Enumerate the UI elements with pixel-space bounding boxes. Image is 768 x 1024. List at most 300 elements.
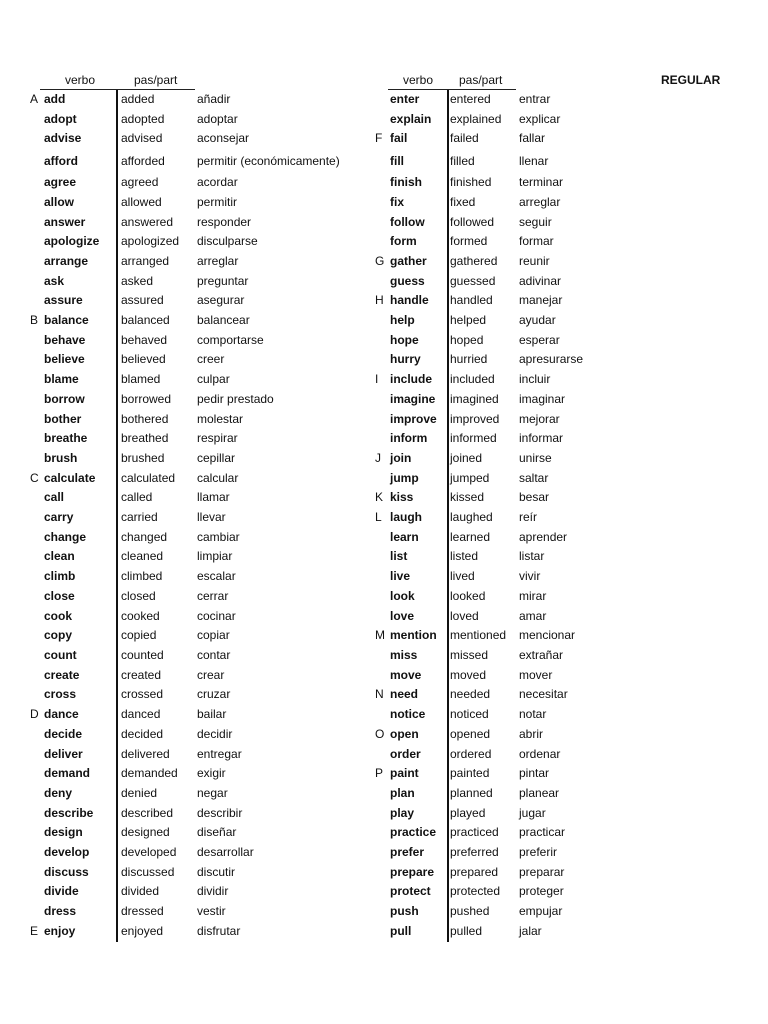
verb-row: [374, 90, 634, 110]
verb-row: [374, 705, 634, 725]
verb-past: helped: [450, 313, 487, 328]
verb-past: apologized: [121, 234, 180, 249]
verb-row: [374, 331, 634, 351]
verb-spanish: esperar: [519, 332, 560, 347]
verb-spanish: saltar: [519, 470, 549, 485]
verb-row: [374, 745, 634, 765]
verb-base: explain: [390, 111, 432, 126]
verb-past: allowed: [121, 194, 162, 209]
verb-past: divided: [121, 884, 160, 899]
verb-spanish: dividir: [197, 884, 229, 899]
verb-row: [374, 469, 634, 489]
verb-base: cook: [44, 608, 73, 623]
verb-spanish: explicar: [519, 111, 561, 126]
verb-spanish: terminar: [519, 175, 564, 190]
verb-row: [28, 213, 358, 233]
verb-row: [28, 607, 358, 627]
verb-row: [28, 193, 358, 213]
verb-past: described: [121, 805, 174, 820]
verb-row: [374, 232, 634, 252]
verb-base: answer: [44, 214, 86, 229]
verb-past: balanced: [121, 313, 170, 328]
verb-past: prepared: [450, 864, 499, 879]
verb-spanish: vivir: [519, 569, 541, 584]
verb-spanish: abrir: [519, 726, 544, 741]
verb-past: failed: [450, 131, 479, 146]
verb-base: order: [390, 746, 421, 761]
verb-base: calculate: [44, 470, 96, 485]
verb-row: [374, 410, 634, 430]
verb-base: adopt: [44, 111, 77, 126]
verb-base: borrow: [44, 391, 85, 406]
verb-past: filled: [450, 154, 475, 169]
verb-spanish: proteger: [519, 884, 564, 899]
verb-row: [28, 882, 358, 902]
verb-row: [374, 488, 634, 508]
verb-base: bother: [44, 411, 82, 426]
verb-spanish: extrañar: [519, 647, 564, 662]
verb-spanish: reír: [519, 510, 537, 525]
verb-row: [28, 173, 358, 193]
verb-row: [28, 567, 358, 587]
verb-past: hoped: [450, 332, 484, 347]
right-table-header: [374, 70, 634, 90]
verb-row: [374, 429, 634, 449]
verb-base: close: [44, 588, 75, 603]
verb-base: play: [390, 805, 415, 820]
verb-row: [28, 449, 358, 469]
right-verb-table: [374, 70, 634, 942]
verb-base: list: [390, 549, 408, 564]
verb-spanish: balancear: [197, 313, 250, 328]
verb-past: counted: [121, 647, 164, 662]
verb-base: mention: [390, 628, 437, 643]
verb-row: [374, 547, 634, 567]
verb-row: [374, 272, 634, 292]
verb-past: asked: [121, 273, 154, 288]
index-letter: J: [375, 450, 381, 465]
verb-past: ordered: [450, 746, 492, 761]
verb-past: assured: [121, 293, 164, 308]
verb-row: [28, 149, 358, 173]
verb-past: blamed: [121, 372, 161, 387]
verb-row: [28, 370, 358, 390]
verb-past: gathered: [450, 253, 498, 268]
verb-past: believed: [121, 352, 166, 367]
verb-base: help: [390, 313, 415, 328]
verb-past: hurried: [450, 352, 488, 367]
verb-spanish: contar: [197, 647, 231, 662]
verb-past: arranged: [121, 253, 170, 268]
verb-base: ask: [44, 273, 65, 288]
verb-past: looked: [450, 588, 486, 603]
verb-spanish: bailar: [197, 707, 227, 722]
verb-row: [28, 232, 358, 252]
verb-base: pull: [390, 923, 412, 938]
verb-row: [28, 863, 358, 883]
verb-spanish: asegurar: [197, 293, 245, 308]
verb-past: finished: [450, 175, 492, 190]
verb-row: [28, 429, 358, 449]
verb-spanish: arreglar: [519, 194, 561, 209]
verb-row: [374, 390, 634, 410]
verb-base: blame: [44, 372, 79, 387]
verb-past: afforded: [121, 154, 165, 169]
verb-row: [374, 129, 634, 149]
verb-row: [374, 193, 634, 213]
verb-spanish: molestar: [197, 411, 244, 426]
verb-spanish: preguntar: [197, 273, 249, 288]
verb-spanish: incluir: [519, 372, 551, 387]
verb-spanish: acordar: [197, 175, 238, 190]
verb-past: denied: [121, 785, 158, 800]
verb-spanish: preferir: [519, 845, 558, 860]
verb-past: opened: [450, 726, 491, 741]
index-letter: C: [30, 470, 39, 485]
verb-base: protect: [390, 884, 431, 899]
index-letter: I: [375, 372, 379, 387]
verb-spanish: discutir: [197, 864, 236, 879]
verb-spanish: informar: [519, 431, 564, 446]
verb-base: deny: [44, 785, 73, 800]
index-letter: N: [375, 687, 384, 702]
verb-spanish: copiar: [197, 628, 230, 643]
verb-base: arrange: [44, 253, 89, 268]
verb-row: [28, 764, 358, 784]
verb-past: advised: [121, 131, 163, 146]
verb-spanish: imaginar: [519, 391, 566, 406]
verb-spanish: describir: [197, 805, 243, 820]
verb-past: delivered: [121, 746, 170, 761]
verb-base: learn: [390, 529, 419, 544]
verb-base: afford: [44, 154, 78, 169]
verb-spanish: crear: [197, 667, 225, 682]
verb-base: allow: [44, 194, 75, 209]
verb-past: borrowed: [121, 391, 172, 406]
verb-spanish: amar: [519, 608, 547, 623]
verb-base: assure: [44, 293, 83, 308]
index-letter: O: [375, 726, 385, 741]
verb-past: breathed: [121, 431, 169, 446]
verb-row: [28, 902, 358, 922]
verb-base: apologize: [44, 234, 100, 249]
verb-spanish: llevar: [197, 510, 226, 525]
verb-spanish: ordenar: [519, 746, 561, 761]
index-letter: E: [30, 923, 39, 938]
verb-row: [28, 587, 358, 607]
verb-past: listed: [450, 549, 479, 564]
verb-row: [374, 449, 634, 469]
verb-past: entered: [450, 92, 491, 106]
verb-spanish: adivinar: [519, 273, 562, 288]
verb-base: handle: [390, 293, 429, 308]
verb-spanish: diseñar: [197, 825, 237, 840]
verb-base: guess: [390, 273, 425, 288]
verb-past: enjoyed: [121, 923, 164, 938]
verb-row: [374, 607, 634, 627]
verb-past: missed: [450, 647, 489, 662]
verb-spanish: preparar: [519, 864, 565, 879]
verb-past: imagined: [450, 391, 499, 406]
verb-spanish: formar: [519, 234, 554, 249]
verb-spanish: permitir: [197, 194, 238, 209]
verb-past: joined: [450, 450, 483, 465]
verb-past: fixed: [450, 194, 476, 209]
verb-spanish: necesitar: [519, 687, 568, 702]
verb-past: painted: [450, 766, 490, 781]
verb-past: decided: [121, 726, 164, 741]
verb-row: [28, 784, 358, 804]
verb-spanish: jalar: [519, 923, 542, 938]
verb-past: pushed: [450, 904, 490, 919]
index-letter: H: [375, 293, 384, 308]
verb-row: [28, 528, 358, 548]
verb-past: followed: [450, 214, 495, 229]
verb-past: practiced: [450, 825, 499, 840]
verb-base: follow: [390, 214, 425, 229]
verb-base: deliver: [44, 746, 83, 761]
verb-row: [374, 882, 634, 902]
index-letter: P: [375, 766, 384, 781]
verb-past: agreed: [121, 175, 159, 190]
verb-row: [374, 725, 634, 745]
verb-row: [374, 922, 634, 942]
verb-row: [28, 291, 358, 311]
verb-base: dance: [44, 707, 79, 722]
verb-spanish: permitir (económicamente): [197, 154, 340, 169]
verb-past: laughed: [450, 510, 493, 525]
verb-past: changed: [121, 529, 168, 544]
verb-past: answered: [121, 214, 174, 229]
verb-past: preferred: [450, 845, 499, 860]
verb-base: count: [44, 647, 77, 662]
past-header: pas/part: [134, 73, 178, 87]
verb-spanish: decidir: [197, 726, 233, 741]
verb-row: [28, 129, 358, 149]
verb-spanish: aconsejar: [197, 131, 250, 146]
verb-past: played: [450, 805, 486, 820]
verb-spanish: entregar: [197, 746, 242, 761]
verb-past: brushed: [121, 450, 165, 465]
verb-spanish: apresurarse: [519, 352, 584, 367]
verb-row: [28, 410, 358, 430]
verb-spanish: arreglar: [197, 253, 239, 268]
verb-base: cross: [44, 687, 77, 702]
verb-base: gather: [390, 253, 427, 268]
verb-past: closed: [121, 588, 156, 603]
verb-row: [28, 390, 358, 410]
verb-spanish: llenar: [519, 154, 549, 169]
verb-spanish: pedir prestado: [197, 391, 274, 406]
verb-row: [374, 370, 634, 390]
verb-base: look: [390, 588, 415, 603]
verb-past: jumped: [450, 470, 490, 485]
verb-header: verbo: [65, 73, 96, 87]
verb-base: join: [390, 450, 412, 465]
verb-base: inform: [390, 431, 428, 446]
verb-base: change: [44, 529, 87, 544]
verb-past: behaved: [121, 332, 168, 347]
verb-row: [374, 646, 634, 666]
verb-past: designed: [121, 825, 170, 840]
verb-base: form: [390, 234, 417, 249]
verb-row: [374, 863, 634, 883]
verb-base: include: [390, 372, 433, 387]
verb-spanish: disfrutar: [197, 923, 241, 938]
verb-base: miss: [390, 647, 418, 662]
verb-base: climb: [44, 569, 76, 584]
verb-base: design: [44, 825, 83, 840]
verb-spanish: comportarse: [197, 332, 264, 347]
verb-base: prepare: [390, 864, 435, 879]
index-letter: A: [30, 92, 39, 106]
verb-spanish: negar: [197, 785, 228, 800]
verb-base: develop: [44, 845, 90, 860]
verb-base: behave: [44, 332, 86, 347]
verb-base: fill: [390, 154, 404, 169]
verb-past: informed: [450, 431, 497, 446]
verb-spanish: creer: [197, 352, 225, 367]
verb-row: [374, 311, 634, 331]
verb-past: noticed: [450, 707, 489, 722]
verb-row: [374, 587, 634, 607]
right-rows: [374, 90, 634, 942]
verb-row: [28, 922, 358, 942]
verb-base: practice: [390, 825, 437, 840]
verb-base: call: [44, 490, 65, 505]
verb-spanish: cepillar: [197, 450, 236, 465]
verb-base: copy: [44, 628, 73, 643]
verb-row: [374, 804, 634, 824]
verb-base: add: [44, 92, 66, 106]
index-letter: K: [375, 490, 384, 505]
verb-base: need: [390, 687, 419, 702]
verb-spanish: fallar: [519, 131, 546, 146]
verb-base: imagine: [390, 391, 436, 406]
verb-row: [374, 666, 634, 686]
verb-base: fail: [390, 131, 408, 146]
verb-past: cleaned: [121, 549, 164, 564]
verb-base: balance: [44, 313, 89, 328]
verb-row: [28, 508, 358, 528]
verb-past: kissed: [450, 490, 485, 505]
verb-base: describe: [44, 805, 94, 820]
verb-spanish: entrar: [519, 92, 551, 106]
verb-base: advise: [44, 131, 82, 146]
verb-row: [28, 843, 358, 863]
verb-spanish: manejar: [519, 293, 563, 308]
verb-row: [28, 252, 358, 272]
index-letter: B: [30, 313, 39, 328]
verb-past: guessed: [450, 273, 496, 288]
verb-row: [28, 547, 358, 567]
verb-row: [374, 528, 634, 548]
verb-past: learned: [450, 529, 491, 544]
verb-spanish: pintar: [519, 766, 550, 781]
verb-spanish: adoptar: [197, 111, 238, 126]
verb-base: prefer: [390, 845, 425, 860]
verb-base: notice: [390, 707, 426, 722]
verb-past: lived: [450, 569, 475, 584]
verb-past: developed: [121, 845, 177, 860]
verb-spanish: ayudar: [519, 313, 556, 328]
verb-past: dressed: [121, 904, 164, 919]
verb-base: create: [44, 667, 80, 682]
verb-row: [374, 110, 634, 130]
verb-spanish: añadir: [197, 92, 231, 106]
index-letter: M: [375, 628, 385, 643]
verb-base: brush: [44, 450, 78, 465]
verb-past: demanded: [121, 766, 178, 781]
verb-base: open: [390, 726, 419, 741]
verb-spanish: notar: [519, 707, 547, 722]
verb-spanish: vestir: [197, 904, 226, 919]
verb-spanish: practicar: [519, 825, 566, 840]
verb-spanish: respirar: [197, 431, 238, 446]
verb-row: [28, 804, 358, 824]
verb-spanish: cocinar: [197, 608, 236, 623]
index-letter: D: [30, 707, 39, 722]
verb-row: [28, 725, 358, 745]
verb-spanish: llamar: [197, 490, 230, 505]
verb-base: divide: [44, 884, 79, 899]
verb-spanish: aprender: [519, 529, 568, 544]
verb-past: improved: [450, 411, 500, 426]
verb-past: calculated: [121, 470, 176, 485]
verb-base: hurry: [390, 352, 421, 367]
left-table-header: [28, 70, 358, 90]
verb-base: demand: [44, 766, 91, 781]
verb-past: adopted: [121, 111, 165, 126]
verb-past: needed: [450, 687, 491, 702]
verb-row: [28, 311, 358, 331]
verb-base: clean: [44, 549, 75, 564]
verb-header: verbo: [403, 73, 434, 87]
verb-base: improve: [390, 411, 437, 426]
verb-row: [374, 508, 634, 528]
verb-spanish: mencionar: [519, 628, 576, 643]
verb-past: created: [121, 667, 162, 682]
verb-row: [28, 705, 358, 725]
verb-base: dress: [44, 904, 77, 919]
verb-base: fix: [390, 194, 405, 209]
verb-base: love: [390, 608, 415, 623]
verb-base: live: [390, 569, 411, 584]
verb-row: [374, 823, 634, 843]
verb-past: climbed: [121, 569, 163, 584]
verb-spanish: mover: [519, 667, 553, 682]
verb-row: [374, 843, 634, 863]
page-title: REGULAR: [661, 73, 721, 87]
verb-row: [374, 350, 634, 370]
verb-base: kiss: [390, 490, 414, 505]
verb-row: [28, 626, 358, 646]
verb-past: moved: [450, 667, 487, 682]
verb-row: [28, 488, 358, 508]
verb-spanish: responder: [197, 214, 252, 229]
verb-row: [374, 784, 634, 804]
verb-past: planned: [450, 785, 493, 800]
verb-row: [374, 626, 634, 646]
verb-past: pulled: [450, 923, 483, 938]
verb-spanish: escalar: [197, 569, 236, 584]
verb-spanish: cruzar: [197, 687, 231, 702]
verb-past: handled: [450, 293, 493, 308]
verb-row: [374, 291, 634, 311]
verb-past: danced: [121, 707, 161, 722]
verb-spanish: limpiar: [197, 549, 233, 564]
verb-base: agree: [44, 175, 77, 190]
